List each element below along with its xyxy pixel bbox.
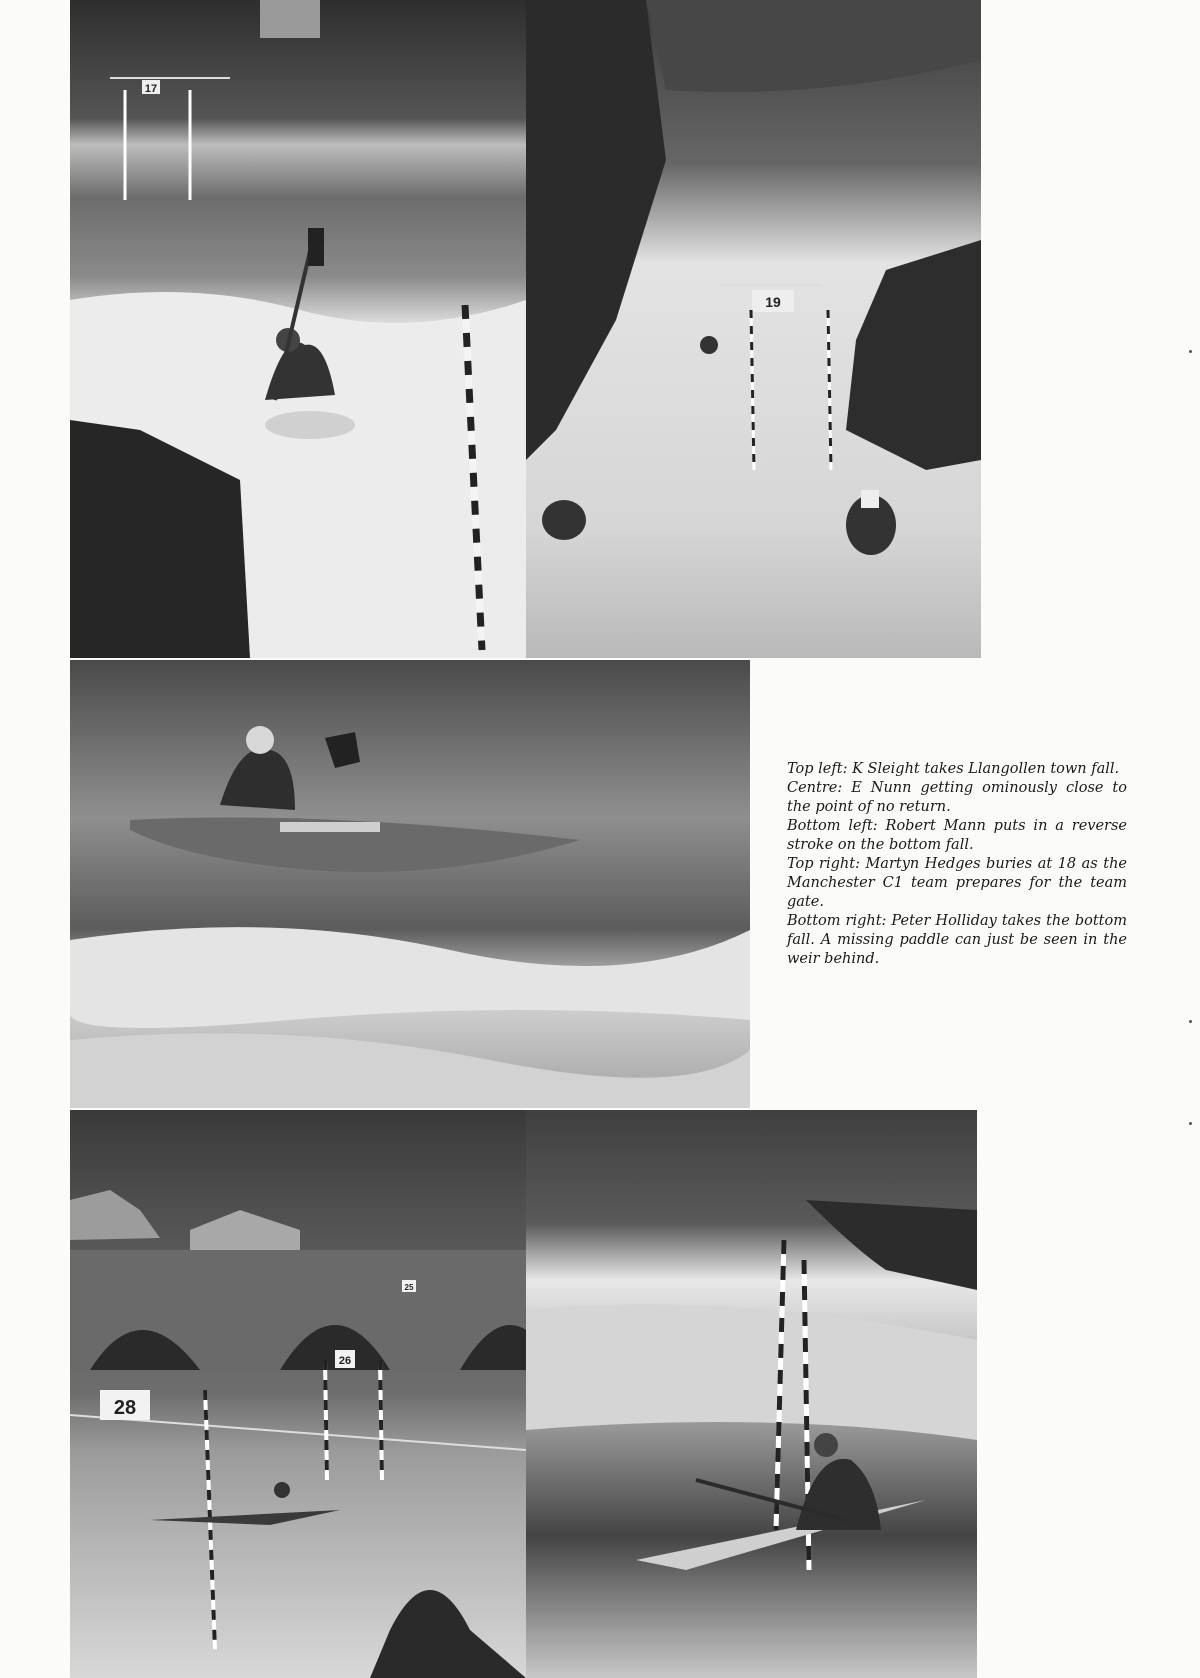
caption-block bbox=[787, 760, 1127, 969]
photo-top-left-image bbox=[70, 0, 526, 658]
photo-bottom-right bbox=[526, 1110, 977, 1678]
photo-centre-image bbox=[70, 660, 750, 1108]
gate-sign-28: 28 bbox=[113, 1397, 137, 1419]
photo-bottom-left bbox=[70, 1110, 526, 1678]
caption-bottom-left: Bottom left: Robert Mann puts in a reverse stroke on the bottom fall. bbox=[787, 818, 1127, 853]
gate-sign-19: 19 bbox=[765, 294, 781, 310]
gate-sign-26: 26 bbox=[338, 1355, 352, 1367]
gate-sign-17: 17 bbox=[144, 83, 158, 95]
photo-top-left bbox=[70, 0, 526, 658]
caption-centre: Centre: E Nunn getting ominously close to the point of no return. bbox=[787, 780, 1127, 815]
gate-sign-25: 25 bbox=[404, 1283, 414, 1292]
edge-mark bbox=[1189, 1122, 1192, 1125]
photo-centre bbox=[70, 660, 750, 1108]
edge-mark bbox=[1189, 1020, 1192, 1023]
caption-bottom-right: Bottom right: Peter Holliday takes the bottom fall. A missing paddle can just be seen in the weir behind. bbox=[787, 913, 1127, 967]
edge-mark bbox=[1189, 350, 1192, 353]
caption-top-right: Top right: Martyn Hedges buries at 18 as the Manchester C1 team prepares for the team gate. bbox=[787, 856, 1127, 910]
photo-bottom-right-image bbox=[526, 1110, 977, 1678]
photo-top-right-image bbox=[526, 0, 981, 658]
caption-top-left: Top left: K Sleight takes Llangollen town fall. bbox=[787, 761, 1120, 777]
photo-top-right bbox=[526, 0, 981, 658]
photo-bottom-left-image bbox=[70, 1110, 526, 1678]
